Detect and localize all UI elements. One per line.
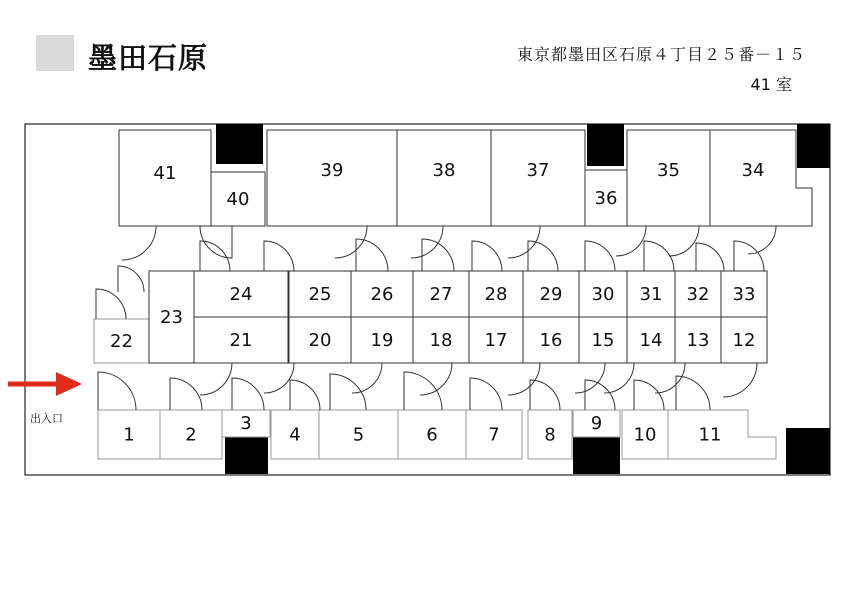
entrance-arrow-head [56,372,82,396]
locker-label-19: 19 [370,330,394,351]
door-swing-29 [723,363,757,397]
locker-label-32: 32 [686,284,710,305]
locker-label-23: 23 [160,307,183,328]
locker-label-3: 3 [240,413,252,434]
locker-11 [668,410,776,459]
locker-label-15: 15 [591,330,615,351]
door-swing-18 [734,241,764,271]
locker-label-41: 41 [153,163,177,184]
door-swing-31 [170,378,202,410]
locker-label-5: 5 [352,424,365,446]
door-swing-36 [470,378,502,410]
door-swing-32 [232,378,264,410]
door-swing-30 [98,372,136,410]
door-swing-25 [508,363,540,395]
door-swing-16 [644,241,674,271]
door-swing-4 [411,226,443,258]
locker-label-30: 30 [591,284,615,305]
locker-label-4: 4 [289,424,301,446]
entrance-label: 出入口 [30,412,63,425]
door-swing-8 [748,226,776,254]
door-swing-7 [669,226,699,256]
locker-label-16: 16 [539,330,563,351]
door-swing-1 [122,226,156,260]
room-number: 41 室 [750,75,792,94]
locker-label-1: 1 [123,424,135,446]
pillar-1 [216,124,263,164]
locker-label-21: 21 [229,330,253,351]
address-text: 東京都墨田区石原４丁目２５番－１５ [516,45,806,64]
locker-label-8: 8 [544,424,556,446]
door-swing-28 [655,363,685,393]
door-swing-40 [676,376,710,410]
locker-label-9: 9 [590,413,603,434]
door-swing-21 [200,363,232,395]
locker-label-20: 20 [308,330,332,351]
locker-label-7: 7 [488,424,500,446]
locker-label-2: 2 [185,424,197,446]
door-swing-20 [118,266,144,292]
locker-label-11: 11 [698,424,722,446]
locker-label-6: 6 [426,424,438,446]
locker-label-17: 17 [484,330,508,351]
locker-label-14: 14 [639,330,663,351]
pillar-3 [797,124,830,168]
locker-label-33: 33 [732,284,756,305]
door-swing-33 [290,380,320,410]
locker-label-13: 13 [686,330,710,351]
door-swing-9 [200,241,230,271]
door-swing-3 [335,226,367,258]
door-swing-23 [352,363,382,393]
locker-label-36: 36 [594,188,618,209]
locker-label-10: 10 [633,424,657,446]
pillar-4 [225,437,268,474]
locker-label-38: 38 [432,160,456,181]
door-swing-38 [585,380,615,410]
locker-label-40: 40 [226,189,250,210]
door-swing-14 [528,241,558,271]
locker-label-18: 18 [429,330,453,351]
page-title: 墨田石原 [88,41,209,75]
pillar-5 [573,437,620,474]
door-swing-13 [472,241,502,271]
door-swing-6 [616,226,646,256]
locker-label-12: 12 [732,330,756,351]
door-swing-19 [96,289,126,319]
locker-label-35: 35 [657,160,680,181]
locker-label-28: 28 [484,284,508,305]
locker-label-26: 26 [370,284,394,305]
locker-label-31: 31 [639,284,663,305]
door-swing-27 [604,363,634,393]
pillar-2 [587,124,624,166]
pillar-6 [786,428,830,474]
door-swing-17 [696,243,724,271]
door-swing-26 [575,363,605,393]
door-swing-37 [530,380,560,410]
locker-label-22: 22 [110,331,133,352]
door-swing-11 [356,239,388,271]
door-swing-15 [585,241,615,271]
locker-label-37: 37 [526,160,550,181]
door-swing-10 [264,241,294,271]
door-swing-39 [634,380,664,410]
locker-label-34: 34 [741,160,765,181]
locker-label-39: 39 [320,160,344,181]
door-swing-2 [200,226,232,258]
locker-label-29: 29 [539,284,563,305]
locker-label-24: 24 [229,284,253,305]
locker-label-25: 25 [308,284,332,305]
locker-label-27: 27 [429,284,453,305]
